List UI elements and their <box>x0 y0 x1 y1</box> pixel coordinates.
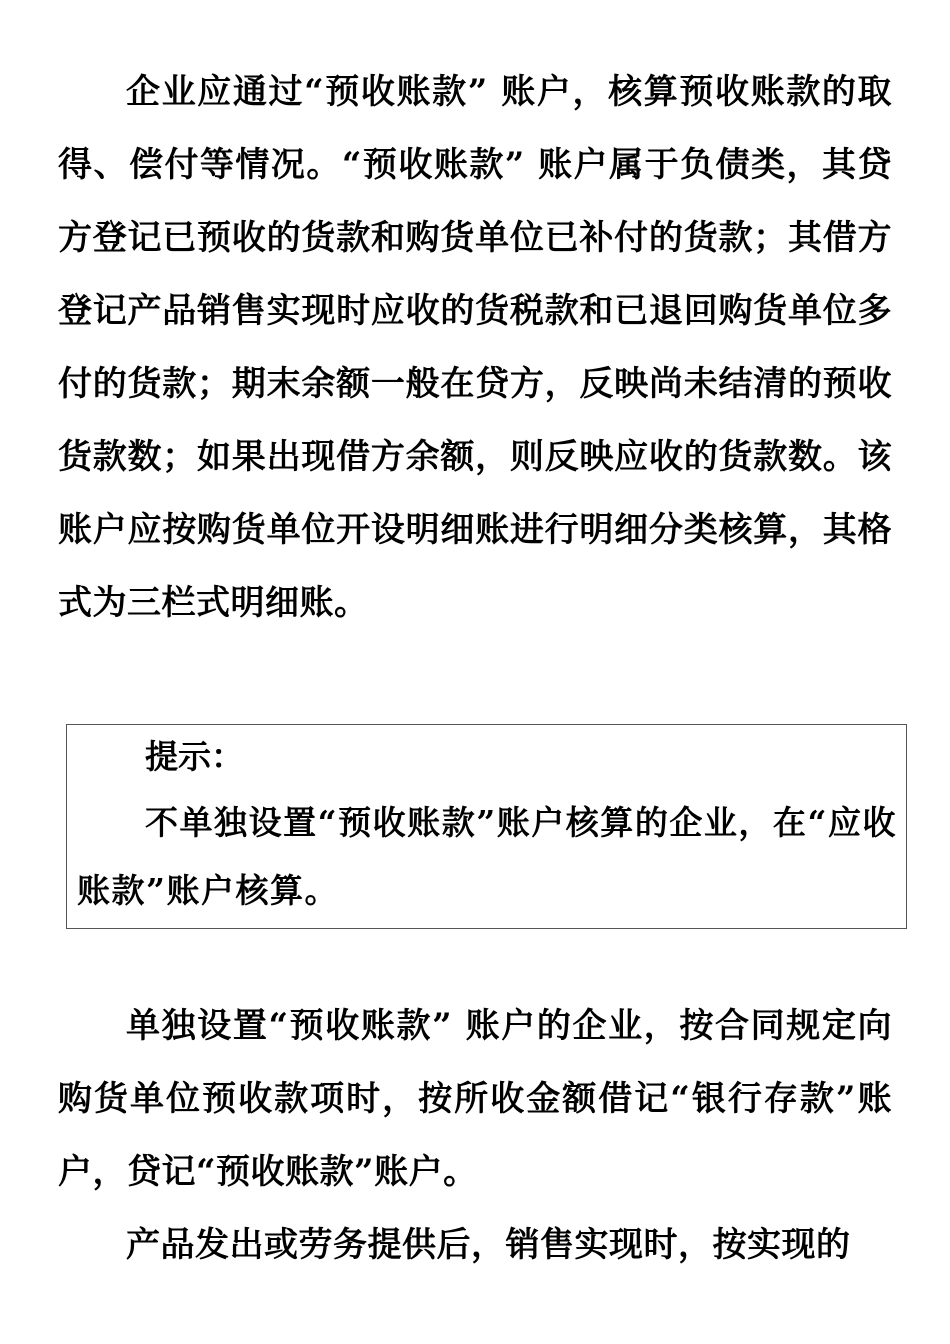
paragraph-sales-realization: 产品发出或劳务提供后，销售实现时，按实现的 <box>126 1225 851 1265</box>
tip-box <box>66 724 907 929</box>
tip-title: 提示： <box>145 737 244 776</box>
paragraph-separate-account-entry: 单独设置“预收账款” 账户的企业，按合同规定向购货单位预收款项时，按所收金额借记“银行存款”账户，贷记“预收账款”账户。 <box>58 1006 892 1192</box>
paragraph-prepaid-account-intro: 企业应通过“预收账款” 账户，核算预收账款的取得、偿付等情况。“预收账款” 账户属于负债类，其贷方登记已预收的货款和购货单位已补付的货款；其借方登记产品销售实现时应收的货税款和已退回购货单位多付的货款；期末余额一般在贷方，反映尚未结清的预收货款数；如果出现借方余额，则反映应收的货款数。该账户应按购货单位开设明细账进行明细分类核算，其格式为三栏式明细账。 <box>58 72 892 623</box>
tip-text: 不单独设置“预收账款”账户核算的企业，在“应收账款”账户核算。 <box>77 803 897 910</box>
